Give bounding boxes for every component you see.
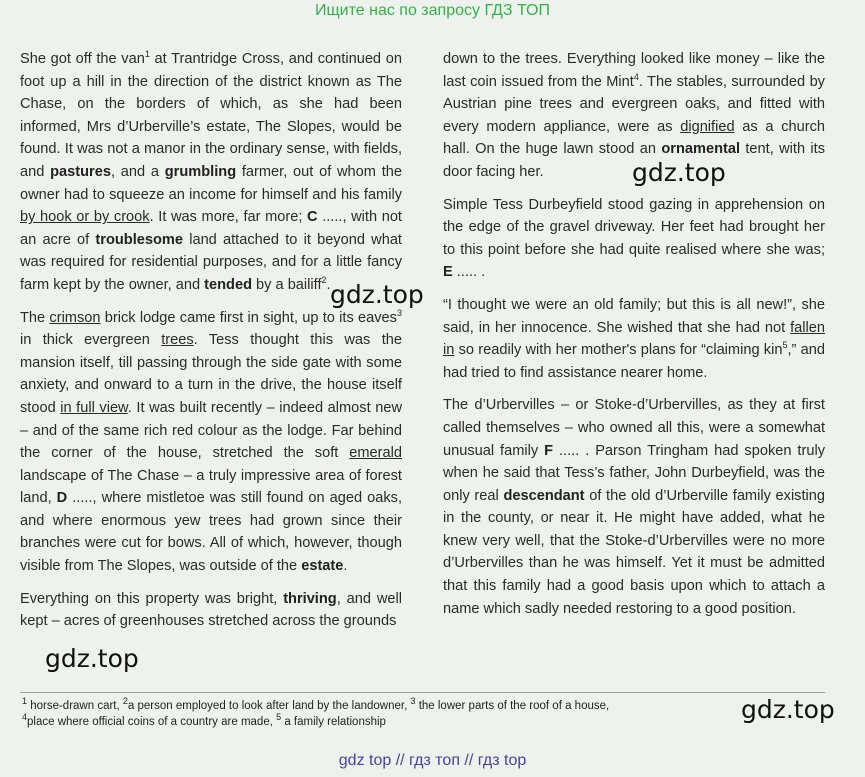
footnote-ref: 5	[782, 340, 788, 351]
gap-label: E	[443, 264, 453, 281]
text: in thick evergreen	[20, 332, 162, 349]
text: farmer, out of whom the owner had to squeeze an income for himself and his family	[20, 163, 402, 203]
text: down to the trees. Everything looked like money – like the last coin issued from the Mint	[443, 51, 825, 90]
gap-label: D	[56, 490, 68, 507]
text: . It was built recently – indeed almost new – and of the same rich red colour as the lodge. Far behind the corner of the house, stretched the soft	[20, 399, 402, 462]
paragraph	[443, 294, 825, 384]
text: . Tess thought this was the mansion itself, till passing through the side gate with some anxiety, and onward to a turn in the drive, the house itself stood	[20, 332, 402, 416]
paragraph	[20, 48, 402, 297]
underlined-phrase: trees	[161, 332, 194, 349]
vocab-word: tended	[204, 276, 252, 293]
paragraph	[20, 307, 402, 578]
footnote-divider	[20, 692, 825, 693]
vocab-word: descendant	[503, 487, 585, 504]
paragraph	[443, 194, 825, 284]
text: brick lodge came first in sight, up to its eaves	[100, 309, 397, 326]
paragraph	[443, 394, 825, 620]
footnote-ref: 1	[144, 49, 150, 60]
left-column	[20, 48, 402, 643]
gap-label: C	[307, 209, 318, 226]
text: ....., with not an acre of	[20, 209, 402, 248]
footnotes	[22, 698, 609, 730]
watermark: gdz.top	[632, 158, 726, 187]
vocab-word: estate	[301, 558, 344, 575]
underlined-phrase: by hook or by crook	[20, 209, 150, 226]
watermark: gdz.top	[741, 695, 835, 724]
text: ....., where mistletoe was still found on aged oaks, and where enormous yew trees had grown since their branches were cut for bows. All of which, however, though visible from The Slopes, was outside of the	[20, 490, 403, 575]
vocab-word: pastures	[50, 163, 111, 180]
footnote-number: 5	[276, 712, 282, 723]
underlined-phrase: fallen in	[443, 319, 825, 359]
vocab-word: grumbling	[164, 163, 237, 180]
footnote-number: 2	[122, 696, 128, 707]
text: by a bailiff	[252, 276, 322, 293]
bottom-banner: gdz top // гдз топ // гдз top	[338, 752, 527, 769]
footnote-number: 3	[410, 696, 416, 707]
underlined-phrase: dignified	[680, 118, 735, 135]
underlined-phrase: in full view	[60, 399, 128, 416]
text: so readily with her mother's plans for “claiming kin	[454, 342, 783, 359]
text: , and a	[110, 163, 165, 180]
text: .	[326, 276, 331, 293]
paragraph	[20, 588, 402, 633]
text: She got off the van	[20, 51, 145, 67]
watermark: gdz.top	[330, 280, 424, 309]
text: ..... .	[452, 264, 486, 281]
text: tent, with its door facing her.	[443, 141, 826, 180]
text: Everything on this property was bright,	[20, 590, 284, 607]
underlined-phrase: emerald	[349, 445, 402, 462]
footnote-text: a person employed to look after land by the landowner,	[127, 700, 411, 712]
footnote-text: a family relationship	[281, 716, 386, 728]
underlined-phrase: crimson	[49, 309, 101, 326]
text: landscape of The Chase – a truly impressive area of forest land,	[20, 467, 402, 507]
footnote-number: 4	[22, 712, 28, 723]
text: land attached to it beyond what was required for residential purposes, and for a little fancy farm kept by the owner, and	[20, 231, 402, 293]
gap-label: F	[544, 442, 554, 459]
watermark: gdz.top	[45, 644, 139, 673]
footnote-line	[22, 714, 609, 730]
text: The d’Urbervilles – or Stoke-d’Urbervilles, as they at first called themselves – who owned all this, were a somewhat unusual family	[443, 397, 825, 459]
top-banner: Ищите нас по запросу ГДЗ ТОП	[315, 2, 550, 19]
right-column	[443, 48, 825, 630]
footnote-text: horse-drawn cart,	[27, 700, 123, 712]
footnote-line	[22, 698, 609, 714]
text: ..... . Parson Tringham had spoken truly when he said that Tess’s father, John Durbeyfield, was the only real	[443, 442, 826, 504]
text: at Trantridge Cross, and continued on foot up a hill in the direction of the district known as The Chase, on the borders of which, as she had been informed, Mrs d’Urberville’s estate, The Slopes, would be found. It was not a manor in the ordinary sense, with fields, and	[20, 51, 402, 180]
text: .	[343, 558, 348, 575]
footnote-ref: 2	[321, 275, 327, 286]
vocab-word: ornamental	[661, 141, 741, 158]
text: . It was more, far more;	[149, 209, 308, 226]
text: The	[20, 309, 50, 326]
text: ,” and had tried to find assistance nearer home.	[443, 342, 825, 381]
vocab-word: thriving	[283, 590, 337, 607]
footnote-text: the lower parts of the roof of a house,	[415, 700, 610, 712]
footnote-ref: 3	[396, 307, 402, 318]
text: as a church hall. On the huge lawn stood an	[443, 118, 825, 158]
footnote-number: 1	[22, 696, 28, 707]
footnote-text: place where official coins of a country are made,	[27, 716, 277, 728]
text: , and well kept – acres of greenhouses stretched across the grounds	[20, 590, 402, 630]
footnote-ref: 4	[633, 71, 639, 82]
text: of the old d’Urberville family existing in the county, or near it. He might have added, what he knew very well, that the Stoke-d’Urbervilles were no more d’Urbervilles than he was himself. Yet it must be admitted that this family had a good basis upon which to attach a name which sadly needed restoring to a good position.	[443, 487, 826, 617]
vocab-word: troublesome	[95, 231, 183, 248]
text: “I thought we were an old family; but this is all new!”, she said, in her innocence. She wished that she had not	[443, 296, 825, 336]
text: . The stables, surrounded by Austrian pine trees and evergreen oaks, and fitted with every modern appliance, were as	[443, 73, 825, 135]
text: Simple Tess Durbeyfield stood gazing in apprehension on the edge of the gravel driveway. Her feet had brought her to this point before she had quite realised where she was;	[443, 196, 825, 258]
